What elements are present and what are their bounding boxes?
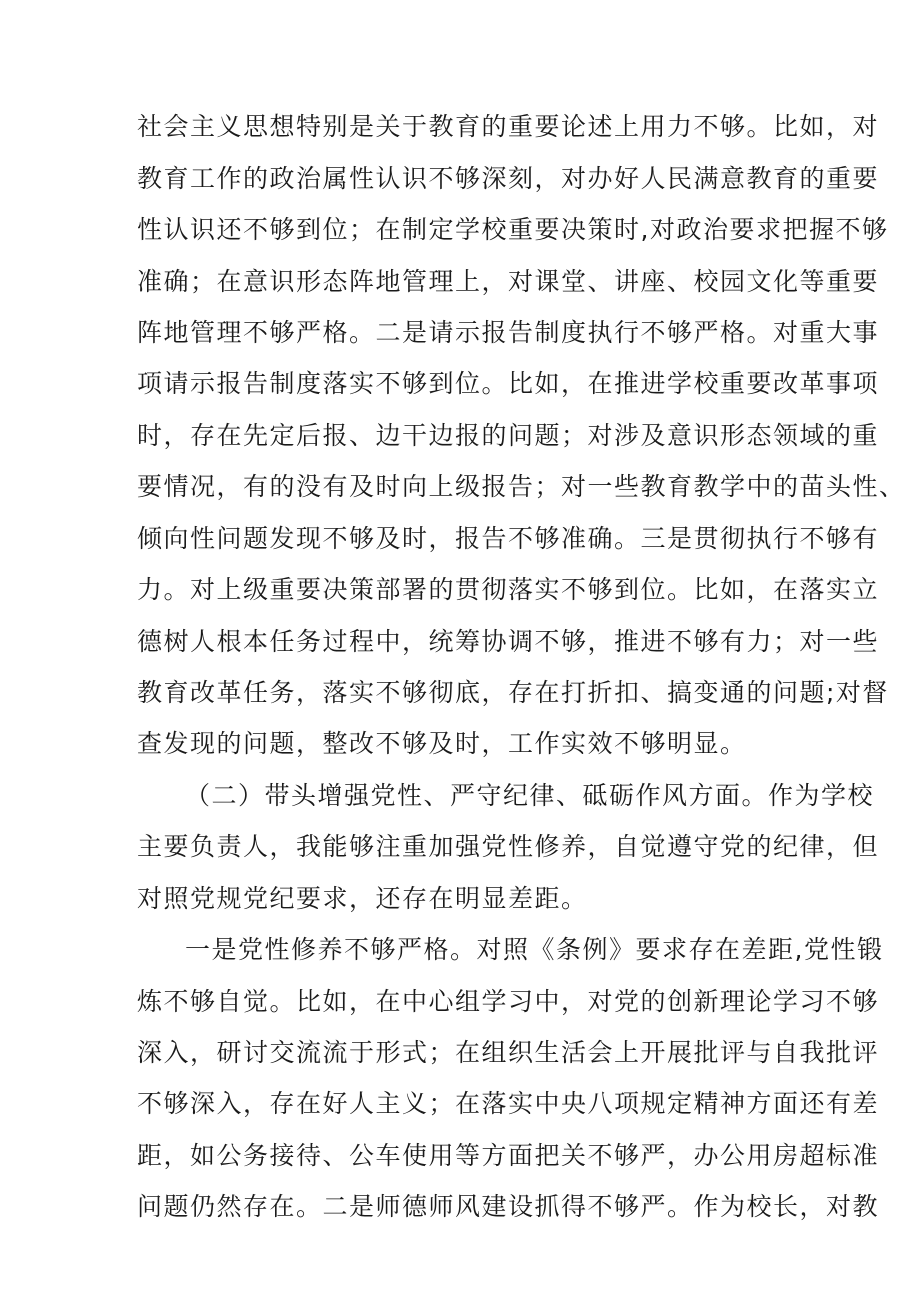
text-line: 问题仍然存在。二是师德师风建设抓得不够严。作为校长，对教 [137,1192,880,1221]
text-line: 深入，研讨交流流于形式；在组织生活会上开展批评与自我批评 [137,1038,880,1067]
text-line: 教育改革任务，落实不够彻底，存在打折扣、搞变通的问题;对督 [137,678,889,707]
text-line: 倾向性问题发现不够及时，报告不够准确。三是贯彻执行不够有 [137,524,880,553]
text-line: 炼不够自觉。比如，在中心组学习中，对党的创新理论学习不够 [137,987,880,1016]
text-line: 准确；在意识形态阵地管理上，对课堂、讲座、校园文化等重要 [137,267,880,296]
text-line: 阵地管理不够严格。二是请示报告制度执行不够严格。对重大事 [137,318,880,347]
text-line: 性认识还不够到位；在制定学校重要决策时,对政治要求把握不够 [137,215,889,244]
text-line: 力。对上级重要决策部署的贯彻落实不够到位。比如，在落实立 [137,575,880,604]
text-line: 要情况，有的没有及时向上级报告；对一些教育教学中的苗头性、 [137,472,906,501]
text-line: 德树人根本任务过程中，统筹协调不够，推进不够有力；对一些 [137,627,880,656]
text-line: 不够深入，存在好人主义；在落实中央八项规定精神方面还有差 [137,1089,880,1118]
text-line: 项请示报告制度落实不够到位。比如，在推进学校重要改革事项 [137,369,880,398]
text-line: 距，如公务接待、公车使用等方面把关不够严，办公用房超标准 [137,1141,880,1170]
section-heading-line: （二）带头增强党性、严守纪律、砥砺作风方面。作为学校 [185,781,875,810]
paragraph-first-line: 一是党性修养不够严格。对照《条例》要求存在差距,党性锻 [185,935,884,964]
text-line: 查发现的问题，整改不够及时，工作实效不够明显。 [137,729,747,758]
text-line: 教育工作的政治属性认识不够深刻，对办好人民满意教育的重要 [137,164,880,193]
text-line: 社会主义思想特别是关于教育的重要论述上用力不够。比如，对 [137,112,880,141]
text-line: 主要负责人，我能够注重加强党性修养，自觉遵守党的纪律，但 [137,832,880,861]
text-line: 时，存在先定后报、边干边报的问题；对涉及意识形态领域的重 [137,421,880,450]
text-line: 对照党规党纪要求，还存在明显差距。 [137,884,588,913]
